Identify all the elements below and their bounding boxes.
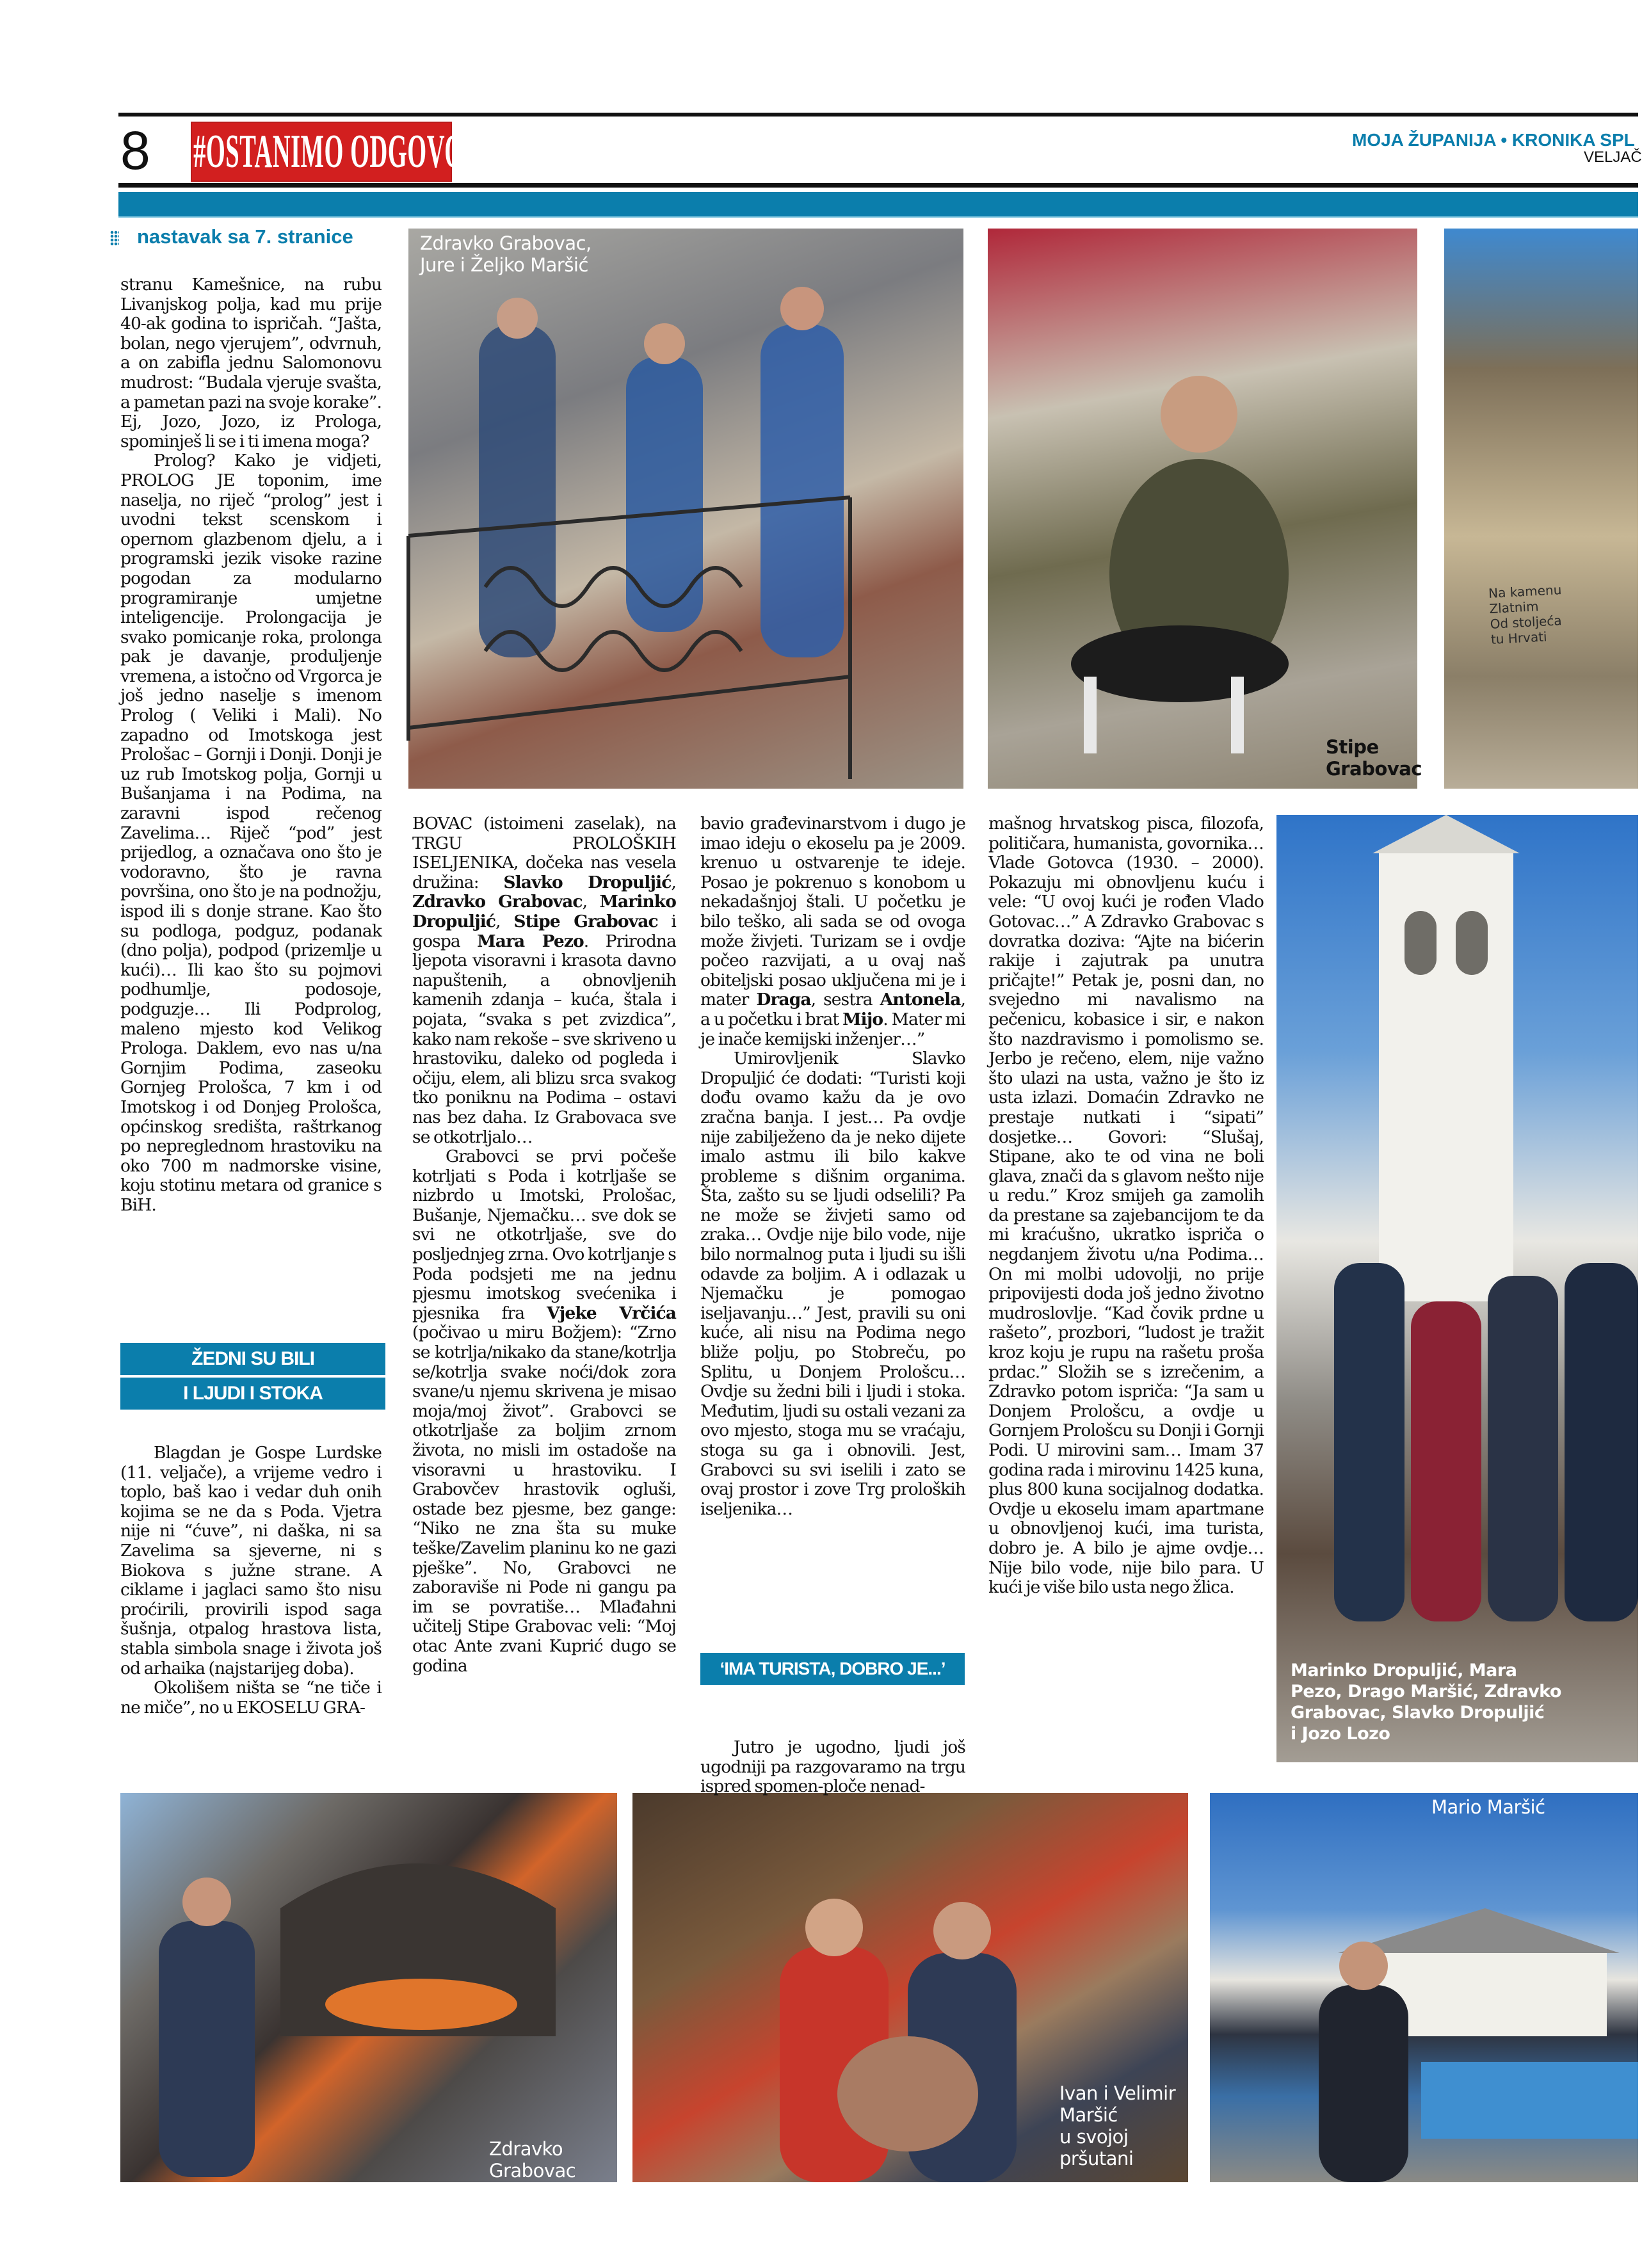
person-name: Zdravko Grabovac bbox=[412, 892, 583, 912]
photo1-caption bbox=[420, 232, 592, 276]
paragraph bbox=[700, 814, 965, 1049]
paragraph: Jutro je ugodno, ljudi još ugodniji pa razgovaramo na trgu ispred spomen-ploče nenad- bbox=[700, 1737, 965, 1797]
article-column-1-continued bbox=[120, 1444, 382, 1717]
section-kicker-text: #OSTANIMO ODGOVORNI bbox=[193, 125, 510, 178]
text-run: Grabovci se prvi počeše kotrljati s Poda i kotrljaše se nizbrdo u Imotski, Prološac, Bušanje, Njemačku… sve dok se svi ne otkotrljaše, sve do posljednjeg zrna. Ovo kotrljanje s Poda podsjeti me na jednu pjesmu imotskog svećenika i pjesnika fra bbox=[412, 1146, 676, 1323]
caption-line: i Jozo Lozo bbox=[1291, 1724, 1390, 1744]
article-column-4 bbox=[988, 814, 1264, 1598]
photo7-caption: Mario Maršić bbox=[1431, 1796, 1545, 1818]
photo-stipe-with-dog bbox=[988, 229, 1417, 789]
caption-line: Zdravko Grabovac, bbox=[420, 232, 592, 254]
photo-forge-workers bbox=[408, 229, 963, 789]
paragraph bbox=[412, 1147, 676, 1676]
stone-sign-text bbox=[1488, 582, 1565, 647]
caption-line: Marinko Dropuljić, Mara bbox=[1291, 1661, 1517, 1680]
caption-line: Jure i Željko Maršić bbox=[420, 254, 588, 276]
header-bottom-rule bbox=[118, 183, 1638, 188]
sign-line: Zlatnim bbox=[1488, 598, 1540, 616]
page-number: 8 bbox=[120, 120, 150, 181]
caption-line: pršutani bbox=[1059, 2148, 1134, 2169]
person-name: Vjeke Vrčića bbox=[546, 1303, 676, 1323]
dotted-arrow-icon bbox=[110, 230, 119, 246]
sign-line: Na kamenu bbox=[1488, 582, 1562, 602]
issue-date: VELJAČ bbox=[1584, 149, 1642, 166]
person-name: Marinko Dropuljić bbox=[412, 892, 676, 931]
villa-illustration bbox=[1210, 1793, 1638, 2182]
subheading-1-line-1: ŽEDNI SU BILI bbox=[120, 1343, 385, 1375]
caption-line: Grabovac, Slavko Dropuljić bbox=[1291, 1703, 1545, 1723]
caption-line: Zdravko bbox=[489, 2138, 563, 2160]
continuation-note bbox=[110, 225, 353, 248]
sign-line: Od stoljeća bbox=[1490, 613, 1563, 632]
section-kicker bbox=[191, 122, 510, 182]
person-name: Antonela bbox=[880, 990, 961, 1010]
paragraph: Okolišem ništa se “ne tiče i ne miče”, no u EKOSELU GRA- bbox=[120, 1678, 382, 1717]
paragraph: stranu Kamešnice, na rubu Livanjskog polja, kad mu prije 40-ak godina to ispričah. “Jašta, bolan, nego vjerujem”, odvrnuh, a on zabifla jednu Salomonovu mudrost: “Budala vjeruje svašta, a pametan pazi na svoje korake”. Ej, Jozo, Jozo, iz Prologa, spominješ li se i ti imena moga? bbox=[120, 275, 382, 451]
header-top-rule bbox=[118, 113, 1638, 117]
caption-line: Grabovac bbox=[489, 2160, 576, 2182]
photo-group-church bbox=[1276, 815, 1638, 1762]
text-run: . Mater mi je inače kemijski inženjer…” bbox=[700, 1009, 965, 1049]
article-column-2 bbox=[412, 814, 676, 1676]
caption-line: u svojoj bbox=[1059, 2126, 1129, 2148]
text-run: , sestra bbox=[810, 990, 880, 1010]
header-blue-bar bbox=[118, 192, 1638, 218]
continuation-text: nastavak sa 7. stranice bbox=[137, 225, 353, 248]
person-name: Mara Pezo bbox=[477, 931, 584, 951]
section-name: MOJA ŽUPANIJA • KRONIKA SPL bbox=[1352, 130, 1635, 150]
paragraph: Umirovljenik Slavko Dropuljić će dodati: “Turisti koji dođu ovamo kažu da je ovo zračna banja. I jest… Pa ovdje nije zabilježeno da je neko dijete imalo astmu ili bilo kakve probleme s dišnim organima. Šta, zašto su se ljudi odselili? Pa ne može se živjeti samo od zraka… Ovdje nije bilo vode, nije bilo normalnog puta i ljudi su išli odavde za boljim. A i odlazak u Njemačku je pomogao iseljavanju…” Jest, pravili su oni kuće, ali nisu na Podima nego bliže polju, po Stobreču, po Splitu, u Donjem Prološcu… Ovdje su žedni bili i ljudi i stoka. Međutim, ljudi su ostali vezani za ovo mjesto, stoga mu se vraćaju, stoga su ga i obnovili. Jest, Grabovci su svi iselili i zato se ovaj prostor i zove Trg proloških iseljenika… bbox=[700, 1049, 965, 1519]
text-run: . Prirodna ljepota visoravni i krasota davno napuštenih, a obnovljenih kamenih zdanja – kuća, štala i pojata, “svaka s pet zvizdica”, kako nam rekoše – sve skriveno u hrastoviku, daleko od pogleda i očiju, elem, ali blizu srca svakog tko poniknu na Podima – ostavi nas bez daha. Iz Grabovaca sve se otkotrljalo… bbox=[412, 931, 677, 1147]
caption-line: Maršić bbox=[1059, 2104, 1118, 2126]
photo5-caption bbox=[489, 2138, 576, 2182]
photo-mario-villa bbox=[1210, 1793, 1638, 2182]
dog-illustration bbox=[988, 229, 1417, 789]
subheading-1-line-2: I LJUDI I STOKA bbox=[120, 1378, 385, 1410]
paragraph: mašnog hrvatskog pisca, filozofa, političara, humanista, govornika… Vlade Gotovca (1930. – 2000). Pokazuju mi obnovljenu kuću i vele: “U ovoj kući je rođen Vlado Gotovac…” A Zdravko Grabovac s dovratka doziva: “Ajte na bićerin rakije i zajutrak pa unutra pričajte!” Petak je, posni dan, no svejedno mi navalismo na pečenicu, kobasice i sir, e nakon što nazdravismo i pomolismo se. Jerbo je rečeno, elem, nije važno što ulazi na usta, važno je što iz usta izlazi. Domaćin Zdravko ne prestaje nutkati i “sipati” dosjetke… Govori: “Slušaj, Stipane, ako te od vina ne boli glava, znači da s glavom nešto nije u redu.” Kroz smijeh ga zamolih da prestane sa zajebancijom te da mi kraćušno, ukratko ispriča o negdanjem životu u/na Podima… On mi molbi udovolji, no prije pripovijesti doda još jedno životno mudroslovlje. “Kad čovik prdne u rašeto”, prozbori, “ludost je tražit kroz koju je rupu na rašetu proša prdac.” Složih se s izrečenim, a Zdravko potom ispriča: “Ja sam u Donjem Prološcu, a ovdje u Gornjem Prološcu su Donji i Gornji Podi. U mirovini sam… Imam 37 godina rada i mirovinu 1425 kuna, plus 800 kuna socijalnog dodatka. Ovdje u ekoselu imam apartmane u obnovljenoj kući, ima turista, dobro je. A bilo je ajme ovdje… Nije bilo vode, nije bilo para. U kući je više bilo usta nego žlica. bbox=[988, 814, 1264, 1598]
photo-stone-monument bbox=[1444, 229, 1638, 789]
photo6-caption bbox=[1059, 2082, 1175, 2169]
person-name: Mijo bbox=[842, 1009, 883, 1029]
article-column-3 bbox=[700, 814, 965, 1519]
railing-illustration bbox=[408, 229, 963, 789]
text-run: BOVAC (istoimeni zaselak), na TRGU PROLOŠKIH ISELJENIKA, dočeka nas vesela družina: bbox=[412, 814, 676, 892]
text-run: (počivao u miru Božjem): “Zrno se kotrlja/nikako da stane/kotrlja se/kotrlja svake noći/dok zora svane/u njemu skrivena je misao moja/moj život”. Grabovci se otkotrljaše za boljim zrnom života, no misli im ostadoše na visoravni u hrastoviku. I Grabovčev hrastovik ogluši, ostade bez pjesme, bez gange: “Niko ne zna šta su muke teške/Zavelim planinu ko ne gazi pješke”. No, Grabovci ne zaboraviše ni Pode ni gangu pa im se povratiše… Mlađahni učitelj Stipe Grabovac veli: “Moj otac Ante zvani Kuprić dugo se godina bbox=[412, 1323, 676, 1676]
paragraph: BOVAC (istoimeni zaselak), na TRGU PROLOŠKIH ISELJENIKA, dočeka nas vesela družina: Slavko Dropuljić, Zdravko Grabovac, Marinko Dropuljić, Stipe Grabovac i gospa Mara Pezo. Prirodna ljepota visoravni i krasota davno napuštenih, a obnovljenih kamenih zdanja – kuća, štala i pojata, “svaka s pet zvizdica”, kako nam rekoše – sve skriveno u hrastoviku, daleko od pogleda i očiju, elem, ali blizu srca svakog tko poniknu na Podima – ostavi nas bez daha. Iz Grabovaca sve se otkotrljalo… bbox=[412, 814, 677, 1147]
caption-line: Grabovac bbox=[1326, 758, 1422, 780]
article-column-3-continued bbox=[700, 1738, 965, 1797]
caption-line: Pezo, Drago Maršić, Zdravko bbox=[1291, 1682, 1561, 1701]
sign-line: tu Hrvati bbox=[1490, 629, 1548, 647]
paragraph: Prolog? Kako je vidjeti, PROLOG JE toponim, ime naselja, no riječ “prolog” jest i uvodni tekst scenskom i opernom glazbenom djelu, a i programski jezik visoke razine pogodan za modularno programiranje umjetne inteligencije. Prolongacija je svako pomicanje roka, prolonga pak je davanje, produljenje vremena, a istočno od Vrgorca je još jedno naselje s imenom Prolog ( Veliki i Mali). No zapadno od Imotskoga jest Prološac – Gornji i Donji. Donji je uz rub Imotskog polja, Gornji u Bušanjama i na Podima, na zaravni ispod rečenog Zavelima… Riječ “pod” jest prijedlog, a označava ono što je vodoravno, što je ravna površina, ono što je na podnožju, ispod ili s donje strane. Kao što su podloga, podguz, podanak (dno polja), podpod (prizemlje u kući)… Ili kao što su pojmovi podhumlje, podosoje, podguzje… Ili Podprolog, maleno mjesto kod Velikog Prologa. Daklem, evo nas u/na Gornjim Podima, zaseoku Gornjeg Prološca, 7 km i od Imotskog i od Donjeg Prološca, općinskog središta, raštrkanog po nepreglednom hrastoviku na oko 700 m nadmorske visine, koju stotinu metara od granice s BiH. bbox=[120, 451, 382, 1215]
paragraph: Blagdan je Gospe Lurdske (11. veljače), a vrijeme vedro i toplo, baš kao i vedar duh onih kojima se ne da s Poda. Vjetra nije ni “ćuve”, ni daška, ni sa Zavelima sa sjeverne, ni s Biokova s južne strane. A ciklame i jaglaci samo što nisu proćirili, provirili ispod saga šušnja, otpalog hrastova lista, stabla simbola snage i života još od arhaika (najstarijeg doba). bbox=[120, 1443, 382, 1678]
person-name: Slavko Dropuljić bbox=[503, 872, 672, 892]
caption-line: Stipe bbox=[1326, 736, 1379, 758]
person-name: Draga bbox=[756, 990, 811, 1010]
text-run: , a u početku i brat bbox=[700, 990, 966, 1029]
photo-zdravko-oven bbox=[120, 1793, 617, 2182]
photo2-caption bbox=[1326, 736, 1422, 780]
text-run: i gospa bbox=[412, 911, 676, 951]
person-name: Stipe Grabovac bbox=[513, 911, 658, 931]
photo4-caption bbox=[1291, 1660, 1561, 1744]
article-column-1 bbox=[120, 275, 382, 1216]
subheading-2: ‘IMA TURISTA, DOBRO JE...’ bbox=[700, 1653, 965, 1685]
church-illustration bbox=[1276, 815, 1638, 1762]
text-run: bavio građevinarstvom i dugo je imao ideju o ekoselu pa je 2009. krenuo u ostvarenje te ideje. Posao je pokrenuo s konobom u nekadašnjoj štali. U početku je bilo teško, ali sada se od ovoga može živjeti. Turizam se i ovdje počeo razvijati, a u ovaj naš obiteljski posao uključena mi je i mater bbox=[700, 814, 965, 1010]
oven-illustration bbox=[120, 1793, 617, 2182]
caption-line: Ivan i Velimir bbox=[1059, 2082, 1176, 2104]
